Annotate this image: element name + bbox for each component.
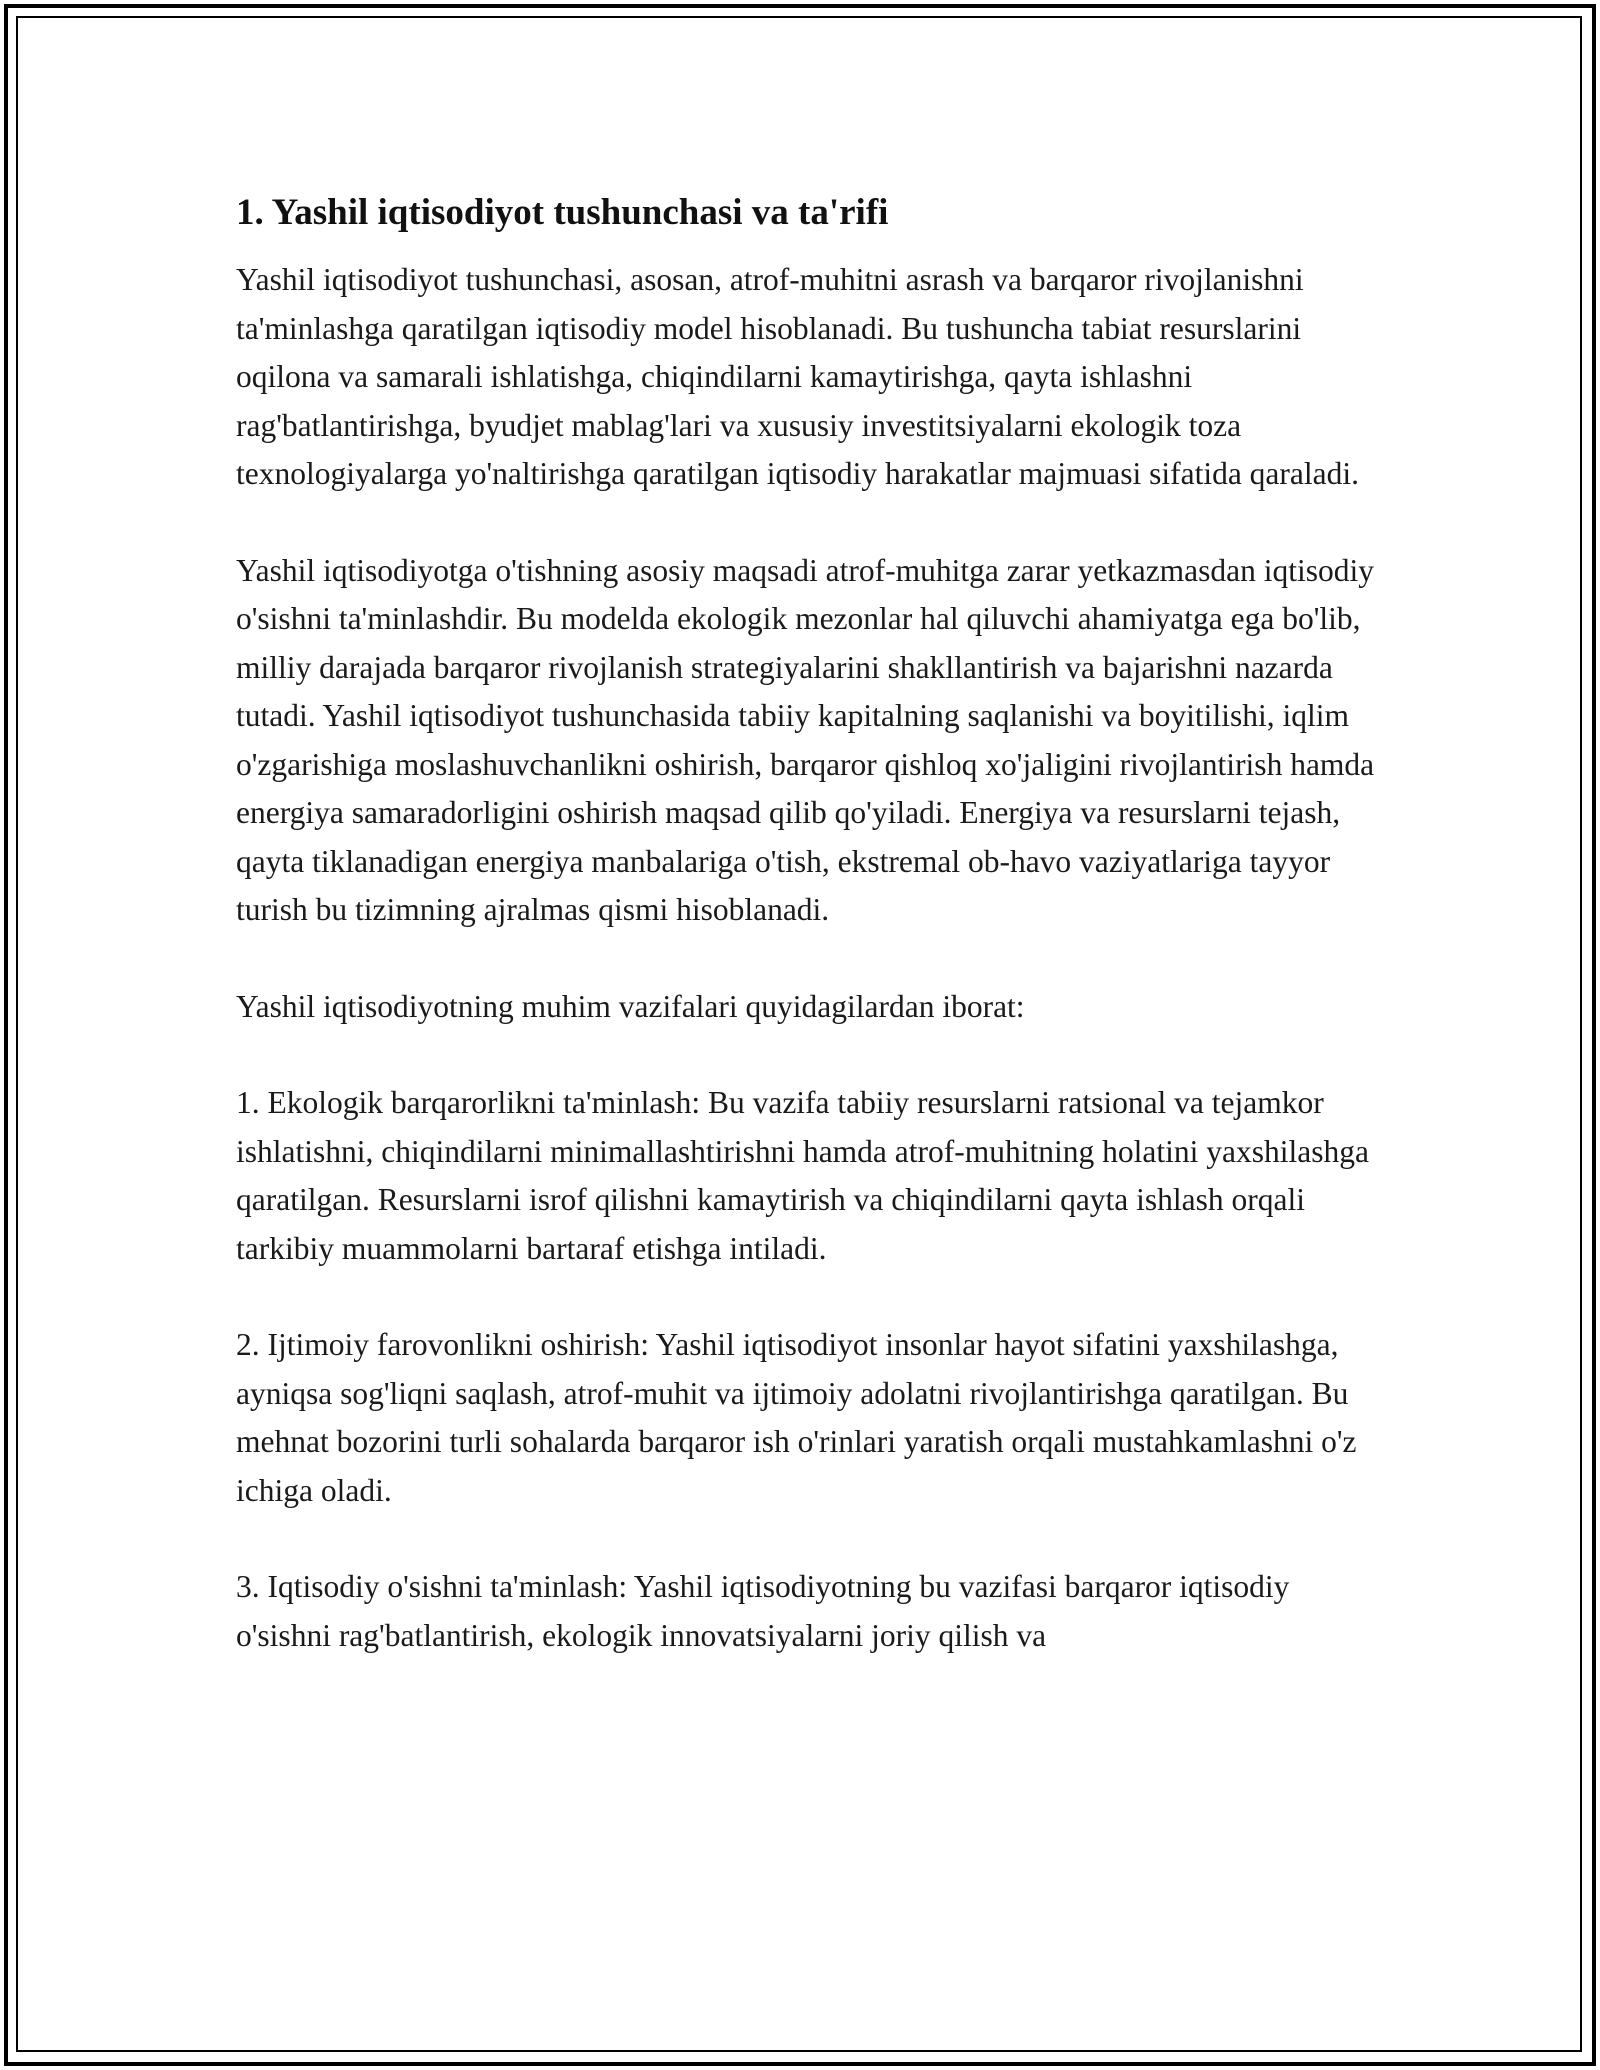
list-item-ecological: 1. Ekologik barqarorlikni ta'minlash: Bu vazifa tabiiy resurslarni ratsional va tejamkor ishlatishni, chiqindilarni minimallashtirishni hamda atrof-muhitning holatini yaxshilashga qaratilgan. Resurslarni isrof qilishni kamaytirish va chiqindilarni qayta ishlash orqali tarkibiy muammolarni bartaraf etishga intiladi. xyxy=(236,1085,1369,1266)
section-heading: 1. Yashil iqtisodiyot tushunchasi va ta'rifi xyxy=(236,192,889,233)
list-item-economic: 3. Iqtisodiy o'sishni ta'minlash: Yashil iqtisodiyotning bu vazifasi barqaror iqtisodiy o'sishni rag'batlantirish, ekologik innovatsiyalarni joriy qilish va xyxy=(236,1569,1290,1653)
paragraph-definition: Yashil iqtisodiyot tushunchasi, asosan, atrof-muhitni asrash va barqaror rivojlanishni ta'minlashga qaratilgan iqtisodiy model hisoblanadi. Bu tushuncha tabiat resurslarini oqilona va samarali ishlatishga, chiqindilarni kamaytirishga, qayta ishlashni rag'batlantirishga, byudjet mablag'lari va xususiy investitsiyalarni ekologik toza texnologiyalarga yo'naltirishga qaratilgan iqtisodiy harakatlar majmuasi sifatida qaraladi. xyxy=(236,262,1359,491)
paragraph-tasks-intro: Yashil iqtisodiyotning muhim vazifalari quyidagilardan iborat: xyxy=(236,988,1025,1024)
paragraph-goal: Yashil iqtisodiyotga o'tishning asosiy maqsadi atrof-muhitga zarar yetkazmasdan iqtisodiy o'sishni ta'minlashdir. Bu modelda ekologik mezonlar hal qiluvchi ahamiyatga ega bo'lib, milliy darajada barqaror rivojlanish strategiyalarini shakllantirish va bajarishni nazarda tutadi. Yashil iqtisodiyot tushunchasida tabiiy kapitalning saqlanishi va boyitilishi, iqlim o'zgarishiga moslashuvchanlikni oshirish, barqaror qishloq xo'jaligini rivojlantirish hamda energiya samaradorligini oshirish maqsad qilib qo'yiladi. Energiya va resurslarni tejash, qayta tiklanadigan energiya manbalariga o'tish, ekstremal ob-havo vaziyatlariga tayyor turish bu tizimning ajralmas qismi hisoblanadi. xyxy=(236,552,1375,927)
list-item-social: 2. Ijtimoiy farovonlikni oshirish: Yashil iqtisodiyot insonlar hayot sifatini yaxshilashga, ayniqsa sog'liqni saqlash, atrof-muhit va ijtimoiy adolatni rivojlantirishga qaratilgan. Bu mehnat bozorini turli sohalarda barqaror ish o'rinlari yaratish orqali mustahkamlashni o'z ichiga oladi. xyxy=(236,1327,1357,1508)
document-body xyxy=(236,188,1376,1660)
